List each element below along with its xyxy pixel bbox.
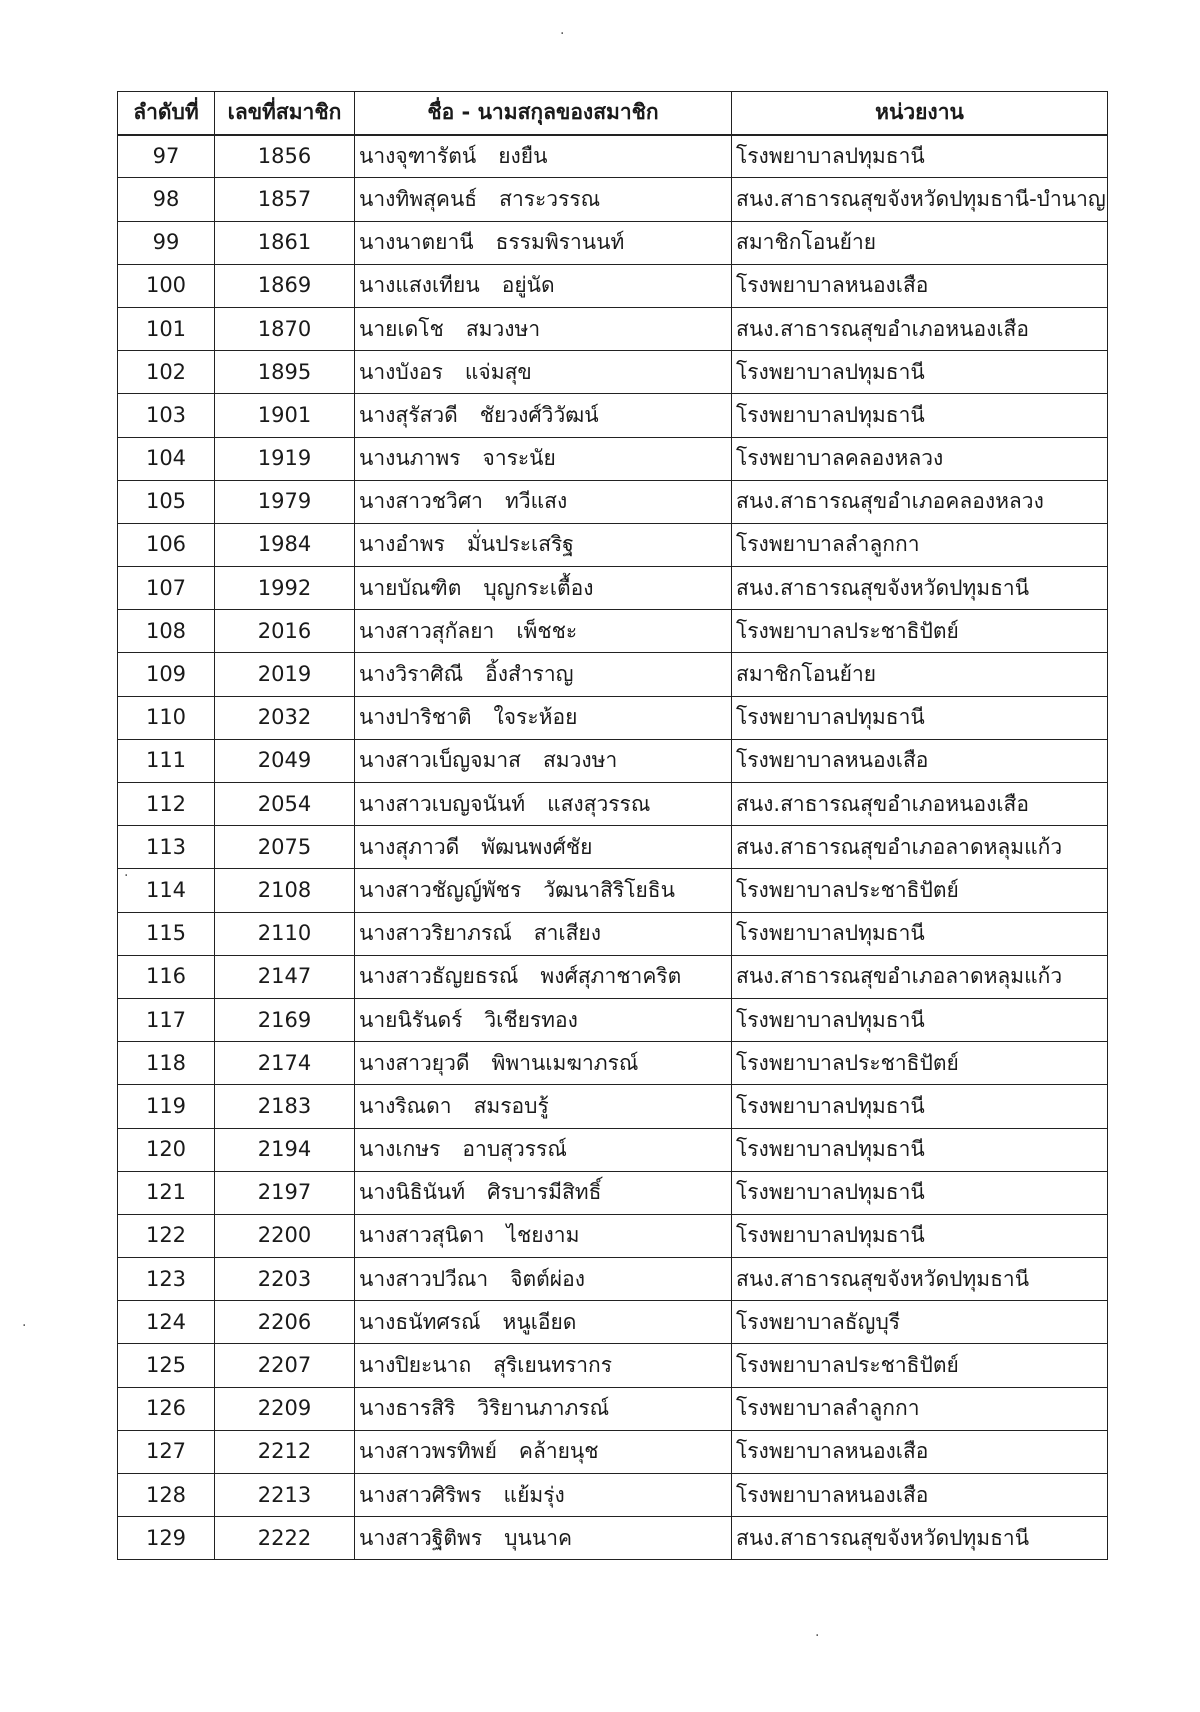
unit-cell: โรงพยาบาลลำลูกกา xyxy=(732,1387,1108,1430)
table-row xyxy=(118,955,1108,998)
first-name: นางสาวพรทิพย์ xyxy=(359,1439,497,1464)
sequence-cell: 126 xyxy=(118,1387,215,1430)
header-member-id: เลขที่สมาชิก xyxy=(215,92,355,135)
first-name: นางสาวชัญญ์พัชร xyxy=(359,877,522,902)
unit-cell: โรงพยาบาลประชาธิปัตย์ xyxy=(732,1344,1108,1387)
unit-cell: โรงพยาบาลลำลูกกา xyxy=(732,523,1108,566)
sequence-cell: 110 xyxy=(118,696,215,739)
member-name-cell xyxy=(355,178,732,221)
sequence-cell: 108 xyxy=(118,610,215,653)
last-name: ยงยืน xyxy=(498,144,548,169)
member-id-cell: 1870 xyxy=(215,307,355,350)
scan-speck: · xyxy=(124,868,129,884)
last-name: พงศ์สุภาชาคริต xyxy=(540,964,682,989)
sequence-cell: 122 xyxy=(118,1214,215,1257)
member-name-cell xyxy=(355,1474,732,1517)
last-name: สุริเยนทรากร xyxy=(493,1353,613,1378)
table-row xyxy=(118,523,1108,566)
last-name: สาระวรรณ xyxy=(499,186,601,211)
table-row xyxy=(118,1128,1108,1171)
last-name: แย้มรุ่ง xyxy=(503,1482,565,1507)
unit-cell: โรงพยาบาลปทุมธานี xyxy=(732,1171,1108,1214)
last-name: ชัยวงศ์วิวัฒน์ xyxy=(479,402,599,427)
member-id-cell: 2197 xyxy=(215,1171,355,1214)
table-row xyxy=(118,351,1108,394)
sequence-cell: 111 xyxy=(118,739,215,782)
unit-cell: สนง.สาธารณสุขจังหวัดปทุมธานี xyxy=(732,1517,1108,1560)
member-id-cell: 2049 xyxy=(215,739,355,782)
unit-cell: สนง.สาธารณสุขอำเภอลาดหลุมแก้ว xyxy=(732,826,1108,869)
member-name-cell xyxy=(355,912,732,955)
first-name: นายนิรันดร์ xyxy=(359,1007,463,1032)
table-row xyxy=(118,1042,1108,1085)
table-row xyxy=(118,394,1108,437)
table-row xyxy=(118,1387,1108,1430)
member-id-cell: 1861 xyxy=(215,221,355,264)
member-name-cell xyxy=(355,610,732,653)
table-row xyxy=(118,998,1108,1041)
unit-cell: โรงพยาบาลปทุมธานี xyxy=(732,1128,1108,1171)
sequence-cell: 129 xyxy=(118,1517,215,1560)
member-name-cell xyxy=(355,307,732,350)
unit-cell: สมาชิกโอนย้าย xyxy=(732,221,1108,264)
last-name: ไชยงาม xyxy=(506,1223,580,1248)
unit-cell: สนง.สาธารณสุขอำเภอคลองหลวง xyxy=(732,480,1108,523)
last-name: เพ็ชชะ xyxy=(516,618,578,643)
table-row xyxy=(118,480,1108,523)
last-name: แจ่มสุข xyxy=(464,359,532,384)
table-row xyxy=(118,869,1108,912)
last-name: อิ้งสำราญ xyxy=(485,662,574,687)
last-name: สาเสียง xyxy=(533,921,601,946)
table-row xyxy=(118,178,1108,221)
first-name: นางปาริชาติ xyxy=(359,705,472,730)
first-name: นางสาวธัญยธรณ์ xyxy=(359,964,519,989)
member-id-cell: 2206 xyxy=(215,1301,355,1344)
member-name-cell xyxy=(355,1344,732,1387)
unit-cell: โรงพยาบาลหนองเสือ xyxy=(732,1430,1108,1473)
sequence-cell: 103 xyxy=(118,394,215,437)
member-name-cell xyxy=(355,480,732,523)
table-row xyxy=(118,696,1108,739)
unit-cell: โรงพยาบาลประชาธิปัตย์ xyxy=(732,869,1108,912)
member-name-cell xyxy=(355,1387,732,1430)
first-name: นางสาวสุนิดา xyxy=(359,1223,485,1248)
table-row xyxy=(118,1171,1108,1214)
first-name: นางปิยะนาถ xyxy=(359,1353,472,1378)
first-name: นางสาวริยาภรณ์ xyxy=(359,921,512,946)
last-name: ธรรมพิรานนท์ xyxy=(495,230,625,255)
sequence-cell: 113 xyxy=(118,826,215,869)
first-name: นางสาวเบ็ญจมาส xyxy=(359,748,521,773)
sequence-cell: 128 xyxy=(118,1474,215,1517)
scan-speck: · xyxy=(560,26,565,42)
member-name-cell xyxy=(355,955,732,998)
last-name: ศิรบารมีสิทธิ์ xyxy=(487,1180,602,1205)
member-name-cell xyxy=(355,1171,732,1214)
member-name-cell xyxy=(355,783,732,826)
first-name: นางนิธินันท์ xyxy=(359,1180,466,1205)
last-name: หนูเอียด xyxy=(502,1309,577,1334)
member-id-cell: 1984 xyxy=(215,523,355,566)
member-name-cell xyxy=(355,264,732,307)
sequence-cell: 118 xyxy=(118,1042,215,1085)
last-name: จาระนัย xyxy=(482,446,556,471)
member-id-cell: 2200 xyxy=(215,1214,355,1257)
sequence-cell: 124 xyxy=(118,1301,215,1344)
table-row xyxy=(118,264,1108,307)
unit-cell: สนง.สาธารณสุขจังหวัดปทุมธานี xyxy=(732,1258,1108,1301)
last-name: บุนนาค xyxy=(504,1525,573,1550)
first-name: นางอำพร xyxy=(359,532,445,557)
member-name-cell xyxy=(355,1214,732,1257)
last-name: สมวงษา xyxy=(542,748,618,773)
first-name: นางสาวปวีณา xyxy=(359,1266,489,1291)
unit-cell: สนง.สาธารณสุขอำเภอหนองเสือ xyxy=(732,783,1108,826)
table-row xyxy=(118,135,1108,178)
last-name: วัฒนาสิริโยธิน xyxy=(543,877,675,902)
unit-cell: สมาชิกโอนย้าย xyxy=(732,653,1108,696)
member-name-cell xyxy=(355,653,732,696)
header-row xyxy=(118,92,1108,135)
table-row xyxy=(118,437,1108,480)
first-name: นางสุรัสวดี xyxy=(359,402,458,427)
member-name-cell xyxy=(355,394,732,437)
member-name-cell xyxy=(355,523,732,566)
first-name: นางทิพสุคนธ์ xyxy=(359,186,478,211)
member-name-cell xyxy=(355,869,732,912)
table-row xyxy=(118,1430,1108,1473)
member-id-cell: 2203 xyxy=(215,1258,355,1301)
table-row xyxy=(118,653,1108,696)
table-row xyxy=(118,567,1108,610)
sequence-cell: 104 xyxy=(118,437,215,480)
sequence-cell: 119 xyxy=(118,1085,215,1128)
member-name-cell xyxy=(355,1085,732,1128)
member-name-cell xyxy=(355,351,732,394)
table-row xyxy=(118,1258,1108,1301)
unit-cell: โรงพยาบาลหนองเสือ xyxy=(732,1474,1108,1517)
first-name: นางเกษร xyxy=(359,1137,441,1162)
header-member-name: ชื่อ - นามสกุลของสมาชิก xyxy=(355,92,732,135)
table-row xyxy=(118,912,1108,955)
sequence-cell: 106 xyxy=(118,523,215,566)
member-id-cell: 2222 xyxy=(215,1517,355,1560)
table-row xyxy=(118,1474,1108,1517)
scan-speck: · xyxy=(22,1318,27,1334)
member-name-cell xyxy=(355,1517,732,1560)
table-row xyxy=(118,1214,1108,1257)
table-row xyxy=(118,221,1108,264)
unit-cell: สนง.สาธารณสุขอำเภอลาดหลุมแก้ว xyxy=(732,955,1108,998)
first-name: นางจุฑารัตน์ xyxy=(359,144,477,169)
member-id-cell: 2075 xyxy=(215,826,355,869)
unit-cell: สนง.สาธารณสุขจังหวัดปทุมธานี xyxy=(732,567,1108,610)
first-name: นางบังอร xyxy=(359,359,443,384)
member-name-cell xyxy=(355,1128,732,1171)
member-name-cell xyxy=(355,826,732,869)
unit-cell: โรงพยาบาลธัญบุรี xyxy=(732,1301,1108,1344)
last-name: มั่นประเสริฐ xyxy=(466,532,574,557)
member-name-cell xyxy=(355,1042,732,1085)
unit-cell: โรงพยาบาลประชาธิปัตย์ xyxy=(732,1042,1108,1085)
first-name: นางธารสิริ xyxy=(359,1396,456,1421)
table-header xyxy=(118,92,1108,135)
member-name-cell xyxy=(355,739,732,782)
table-row xyxy=(118,610,1108,653)
last-name: อาบสุวรรณ์ xyxy=(462,1137,567,1162)
member-table xyxy=(117,91,1108,1560)
first-name: นายเดโช xyxy=(359,316,444,341)
first-name: นางสาวสุกัลยา xyxy=(359,618,495,643)
member-id-cell: 2110 xyxy=(215,912,355,955)
unit-cell: โรงพยาบาลปทุมธานี xyxy=(732,135,1108,178)
first-name: นางธนัทศรณ์ xyxy=(359,1309,481,1334)
unit-cell: โรงพยาบาลปทุมธานี xyxy=(732,696,1108,739)
sequence-cell: 112 xyxy=(118,783,215,826)
first-name: นางริณดา xyxy=(359,1093,452,1118)
table-body xyxy=(118,135,1108,1560)
first-name: นางสาวยุวดี xyxy=(359,1050,470,1075)
unit-cell: สนง.สาธารณสุขจังหวัดปทุมธานี-บำนาญ xyxy=(732,178,1108,221)
first-name: นางวิราศิณี xyxy=(359,662,464,687)
table-row xyxy=(118,739,1108,782)
sequence-cell: 121 xyxy=(118,1171,215,1214)
sequence-cell: 98 xyxy=(118,178,215,221)
sequence-cell: 123 xyxy=(118,1258,215,1301)
member-id-cell: 1857 xyxy=(215,178,355,221)
member-id-cell: 2209 xyxy=(215,1387,355,1430)
scan-speck: · xyxy=(815,1628,820,1644)
sequence-cell: 117 xyxy=(118,998,215,1041)
table-row xyxy=(118,1085,1108,1128)
unit-cell: โรงพยาบาลปทุมธานี xyxy=(732,1085,1108,1128)
member-name-cell xyxy=(355,567,732,610)
sequence-cell: 125 xyxy=(118,1344,215,1387)
table-row xyxy=(118,307,1108,350)
first-name: นางนภาพร xyxy=(359,446,461,471)
member-id-cell: 2212 xyxy=(215,1430,355,1473)
first-name: นางนาตยานี xyxy=(359,230,474,255)
sequence-cell: 97 xyxy=(118,135,215,178)
member-id-cell: 2016 xyxy=(215,610,355,653)
member-id-cell: 2054 xyxy=(215,783,355,826)
last-name: ใจระห้อย xyxy=(493,705,578,730)
member-name-cell xyxy=(355,998,732,1041)
member-id-cell: 2108 xyxy=(215,869,355,912)
member-id-cell: 1979 xyxy=(215,480,355,523)
last-name: พิพานเมฆาภรณ์ xyxy=(491,1050,639,1075)
last-name: วิเชียรทอง xyxy=(484,1007,578,1032)
sequence-cell: 101 xyxy=(118,307,215,350)
table-row xyxy=(118,1517,1108,1560)
last-name: อยู่นัด xyxy=(501,273,555,298)
member-id-cell: 1895 xyxy=(215,351,355,394)
member-id-cell: 2147 xyxy=(215,955,355,998)
unit-cell: โรงพยาบาลปทุมธานี xyxy=(732,1214,1108,1257)
sequence-cell: 115 xyxy=(118,912,215,955)
first-name: นายบัณฑิต xyxy=(359,575,462,600)
member-name-cell xyxy=(355,437,732,480)
first-name: นางสุภาวดี xyxy=(359,834,460,859)
last-name: พัฒนพงศ์ชัย xyxy=(481,834,593,859)
sequence-cell: 127 xyxy=(118,1430,215,1473)
sequence-cell: 107 xyxy=(118,567,215,610)
table-row xyxy=(118,1301,1108,1344)
member-id-cell: 2169 xyxy=(215,998,355,1041)
member-id-cell: 2032 xyxy=(215,696,355,739)
first-name: นางแสงเทียน xyxy=(359,273,480,298)
member-id-cell: 1919 xyxy=(215,437,355,480)
last-name: ทวีแสง xyxy=(504,489,568,514)
sequence-cell: 120 xyxy=(118,1128,215,1171)
first-name: นางสาวศิริพร xyxy=(359,1482,482,1507)
sequence-cell: 109 xyxy=(118,653,215,696)
first-name: นางสาวเบญจนันท์ xyxy=(359,791,526,816)
member-id-cell: 2174 xyxy=(215,1042,355,1085)
unit-cell: โรงพยาบาลประชาธิปัตย์ xyxy=(732,610,1108,653)
last-name: วิริยานภาภรณ์ xyxy=(477,1396,610,1421)
unit-cell: โรงพยาบาลปทุมธานี xyxy=(732,998,1108,1041)
unit-cell: โรงพยาบาลหนองเสือ xyxy=(732,264,1108,307)
first-name: นางสาวฐิติพร xyxy=(359,1525,483,1550)
last-name: บุญกระเตื้อง xyxy=(483,575,594,600)
unit-cell: โรงพยาบาลปทุมธานี xyxy=(732,351,1108,394)
member-name-cell xyxy=(355,135,732,178)
header-unit: หน่วยงาน xyxy=(732,92,1108,135)
member-id-cell: 2019 xyxy=(215,653,355,696)
sequence-cell: 116 xyxy=(118,955,215,998)
sequence-cell: 100 xyxy=(118,264,215,307)
member-name-cell xyxy=(355,696,732,739)
member-id-cell: 1901 xyxy=(215,394,355,437)
member-id-cell: 2207 xyxy=(215,1344,355,1387)
sequence-cell: 102 xyxy=(118,351,215,394)
member-name-cell xyxy=(355,1301,732,1344)
last-name: จิตต์ผ่อง xyxy=(510,1266,585,1291)
member-name-cell xyxy=(355,1430,732,1473)
sequence-cell: 105 xyxy=(118,480,215,523)
first-name: นางสาวชวิศา xyxy=(359,489,483,514)
sequence-cell: 99 xyxy=(118,221,215,264)
member-name-cell xyxy=(355,1258,732,1301)
member-id-cell: 1992 xyxy=(215,567,355,610)
header-sequence: ลำดับที่ xyxy=(118,92,215,135)
last-name: แสงสุวรรณ xyxy=(547,791,651,816)
table-row xyxy=(118,783,1108,826)
unit-cell: โรงพยาบาลปทุมธานี xyxy=(732,394,1108,437)
table-row xyxy=(118,1344,1108,1387)
member-name-cell xyxy=(355,221,732,264)
member-id-cell: 2183 xyxy=(215,1085,355,1128)
member-id-cell: 1869 xyxy=(215,264,355,307)
table-row xyxy=(118,826,1108,869)
unit-cell: โรงพยาบาลหนองเสือ xyxy=(732,739,1108,782)
last-name: คล้ายนุช xyxy=(518,1439,599,1464)
unit-cell: โรงพยาบาลปทุมธานี xyxy=(732,912,1108,955)
last-name: สมวงษา xyxy=(465,316,541,341)
sequence-cell: 114 xyxy=(118,869,215,912)
last-name: สมรอบรู้ xyxy=(473,1093,549,1118)
unit-cell: สนง.สาธารณสุขอำเภอหนองเสือ xyxy=(732,307,1108,350)
member-id-cell: 2194 xyxy=(215,1128,355,1171)
member-id-cell: 2213 xyxy=(215,1474,355,1517)
unit-cell: โรงพยาบาลคลองหลวง xyxy=(732,437,1108,480)
member-id-cell: 1856 xyxy=(215,135,355,178)
